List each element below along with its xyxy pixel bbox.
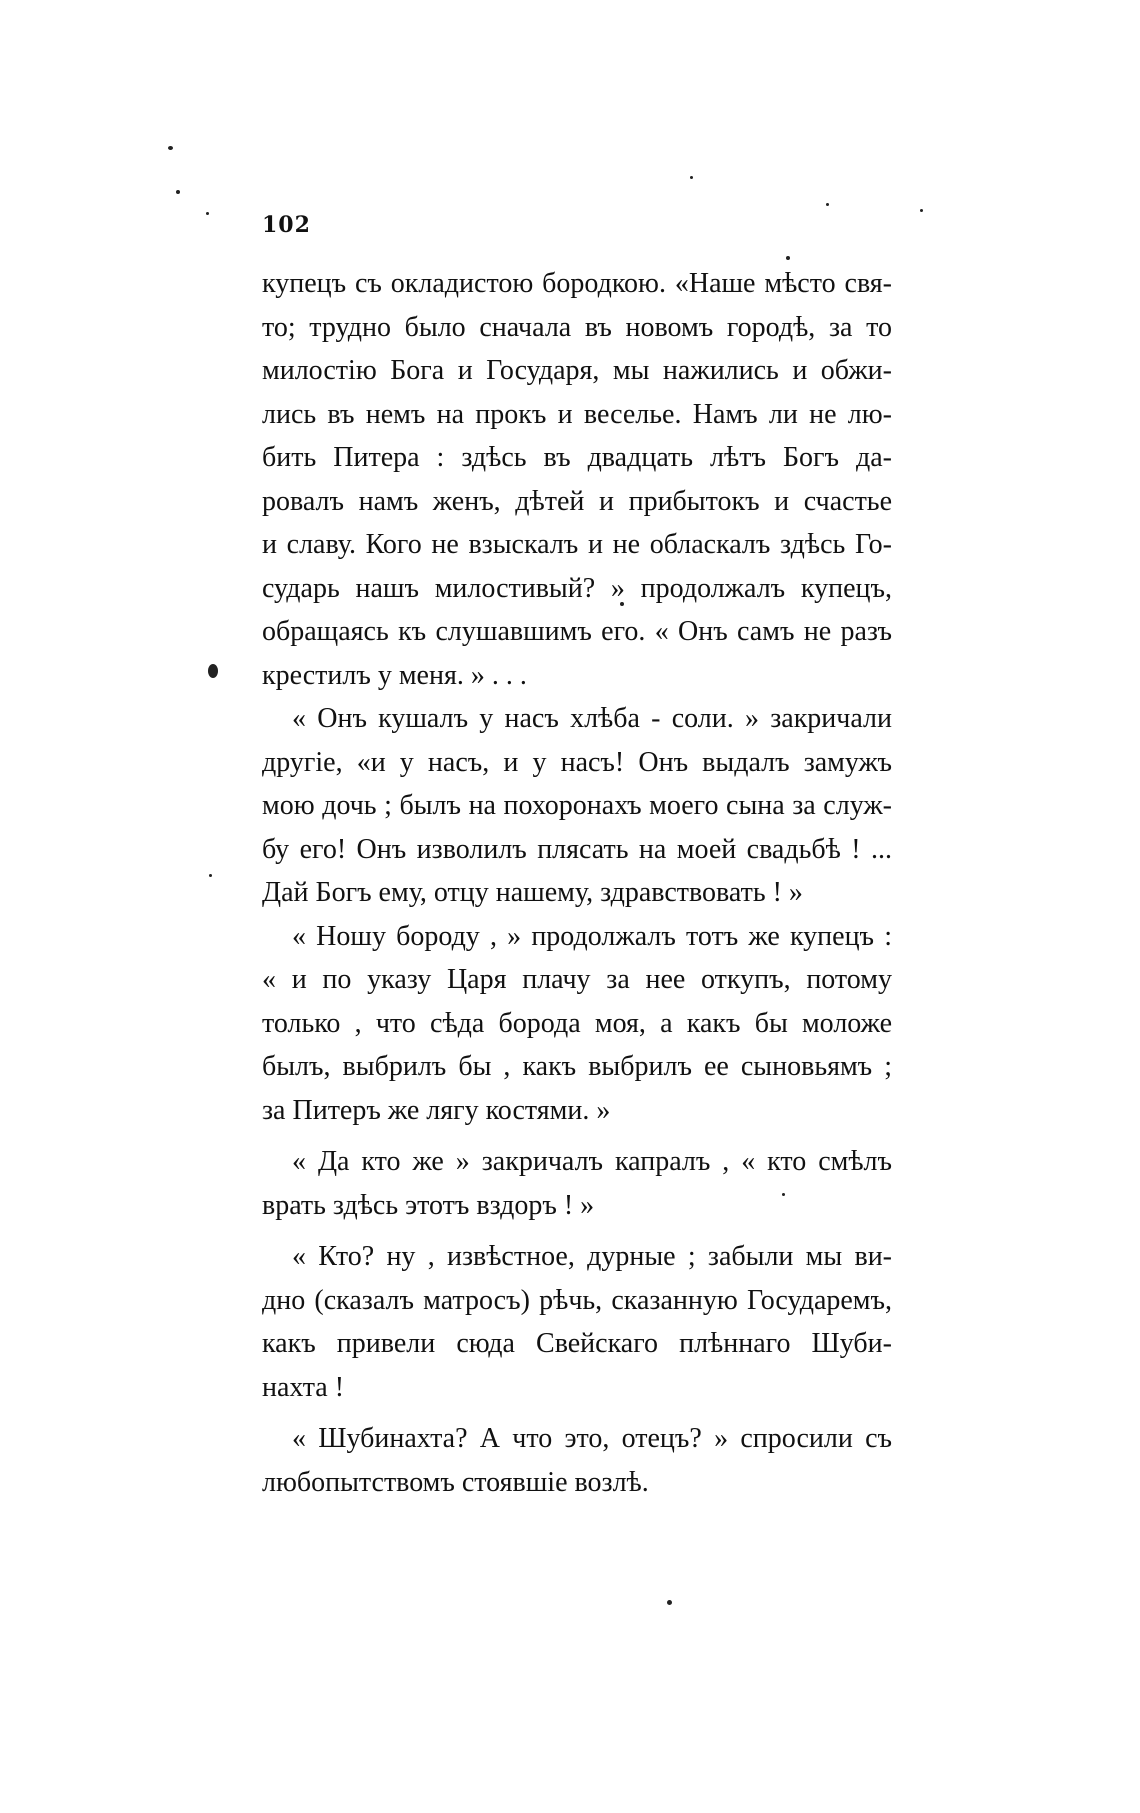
text-line: крестилъ у меня. » . . . bbox=[262, 659, 527, 691]
scan-speck bbox=[667, 1600, 672, 1605]
text-line: и славу. Кого не взыскалъ и не обласкалъ здѣсь Го- bbox=[262, 529, 892, 560]
text-line: любопытствомъ стоявшіе возлѣ. bbox=[262, 1466, 649, 1498]
scan-speck bbox=[786, 256, 790, 260]
text-line: лись въ немъ на прокъ и веселье. Намъ ли не лю- bbox=[262, 398, 892, 430]
text-line: за Питеръ же лягу костями. » bbox=[262, 1094, 611, 1126]
text-line: дно (сказалъ матросъ) рѣчь, сказанную Государемъ, bbox=[262, 1284, 892, 1316]
text-line: « Онъ кушалъ у насъ хлѣба - соли. » закричали bbox=[292, 703, 892, 734]
text-line: купецъ съ окладистою бородкою. «Наше мѣсто свя- bbox=[262, 268, 892, 299]
text-line: бить Питера : здѣсь въ двадцать лѣтъ Богъ да- bbox=[262, 442, 892, 473]
text-line: Дай Богъ ему, отцу нашему, здравствовать ! » bbox=[262, 877, 803, 908]
text-line: « и по указу Царя плачу за нее откупъ, потому bbox=[262, 964, 892, 995]
text-line: сударь нашъ милостивый? » продолжалъ купецъ, bbox=[262, 572, 892, 604]
text-line: другіе, «и у насъ, и у насъ! Онъ выдалъ замужъ bbox=[262, 746, 892, 778]
text-line: врать здѣсь этотъ вздоръ ! » bbox=[262, 1189, 595, 1221]
scan-speck bbox=[920, 209, 923, 212]
text-line: какъ привели сюда Свейскаго плѣннаго Шуби- bbox=[262, 1328, 892, 1359]
text-line: « Да кто же » закричалъ капралъ , « кто смѣлъ bbox=[292, 1146, 892, 1177]
scan-speck bbox=[690, 176, 693, 179]
scan-speck bbox=[206, 212, 209, 215]
text-line: былъ, выбрилъ бы , какъ выбрилъ ее сыновьямъ ; bbox=[262, 1051, 892, 1082]
scan-speck bbox=[826, 203, 829, 206]
scan-speck bbox=[176, 190, 180, 194]
text-line: милостію Бога и Государя, мы нажились и обжи- bbox=[262, 355, 892, 386]
text-line: нахта ! bbox=[262, 1371, 345, 1403]
text-line: только , что сѣда борода моя, а какъ бы моложе bbox=[262, 1007, 892, 1039]
text-line: обращаясь къ слушавшимъ его. « Онъ самъ не разъ bbox=[262, 616, 892, 647]
scan-speck bbox=[168, 146, 173, 150]
paragraph-gap bbox=[262, 1227, 892, 1235]
text-line: « Шубинахта? А что это, отецъ? » спросили съ bbox=[292, 1423, 892, 1454]
text-line: « Ношу бороду , » продолжалъ тотъ же купецъ : bbox=[292, 920, 892, 952]
scan-speck bbox=[209, 874, 212, 877]
text-line: то; трудно было сначала въ новомъ городѣ, за то bbox=[262, 311, 892, 343]
text-line: ровалъ намъ женъ, дѣтей и прибытокъ и счастье bbox=[262, 485, 892, 517]
text-line: мою дочь ; былъ на похоронахъ моего сына за служ- bbox=[262, 790, 892, 821]
body-text bbox=[262, 262, 892, 1504]
text-line: бу его! Онъ изволилъ плясать на моей свадьбѣ ! ... bbox=[262, 833, 892, 865]
page-number: 102 bbox=[262, 212, 311, 238]
scan-speck bbox=[208, 664, 218, 678]
text-line: « Кто? ну , извѣстное, дурные ; забыли мы ви- bbox=[292, 1241, 892, 1272]
paragraph-gap bbox=[262, 1409, 892, 1417]
paragraph-gap bbox=[262, 1132, 892, 1140]
